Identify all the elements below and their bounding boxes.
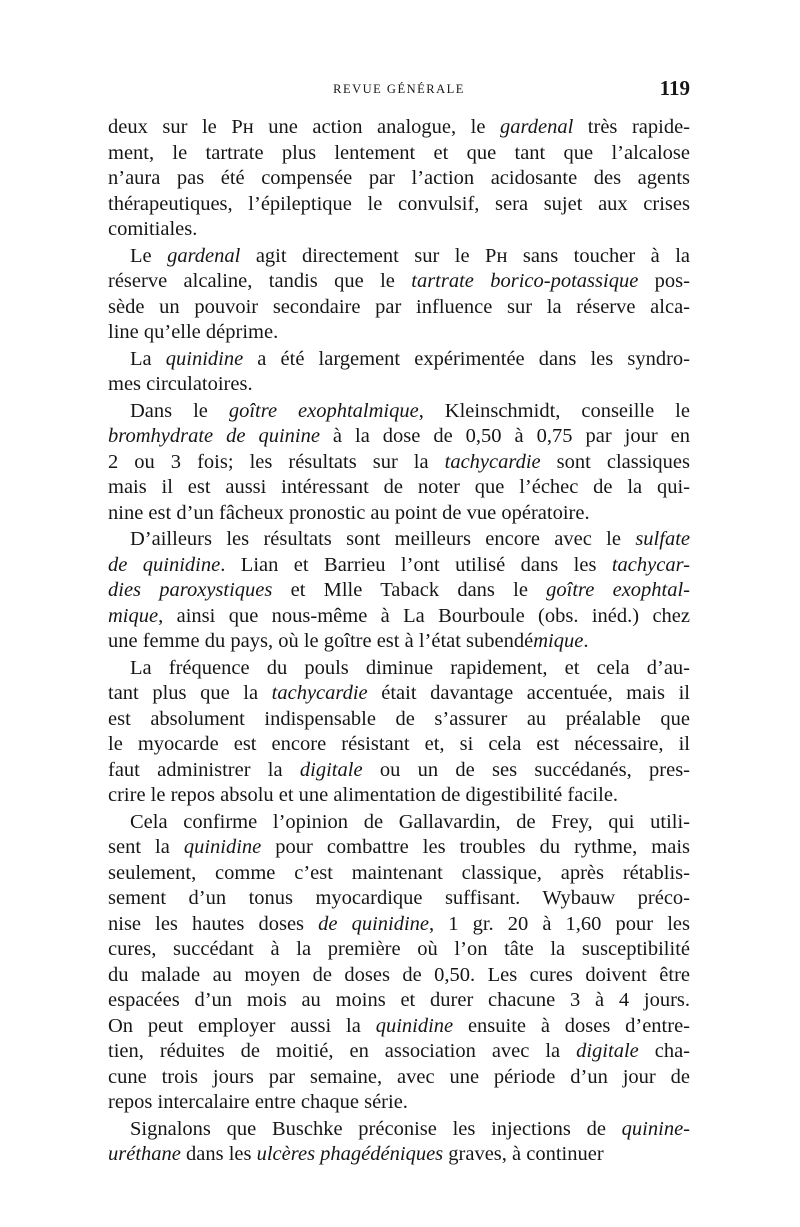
text-line: sement d’un tonus myocardique suffisant. Wybauw préco-: [108, 887, 690, 909]
text-line: Signalons que Buschke préconise les injections de quinine-: [130, 1117, 690, 1140]
text-line: de quinidine. Lian et Barrieu l’ont utilisé dans les tachycar-: [108, 553, 690, 576]
text-line: nise les hautes doses de quinidine, 1 gr. 20 à 1,60 pour les: [108, 912, 690, 935]
text-line: dies paroxystiques et Mlle Taback dans le goître exophtal-: [108, 579, 691, 601]
text-line: Cela confirme l’opinion de Gallavardin, de Frey, qui utili-: [130, 810, 690, 833]
text-line: le myocarde est encore résistant et, si cela est nécessaire, il: [108, 733, 690, 755]
text-line: Dans le goître exophtalmique, Kleinschmidt, conseille le: [130, 399, 690, 422]
text-line: tant plus que la tachycardie était davantage accentuée, mais il: [108, 682, 690, 704]
text-line: cures, succédant à la première où l’on tâte la susceptibilité: [108, 938, 690, 960]
text-line: On peut employer aussi la quinidine ensuite à doses d’entre-: [108, 1014, 691, 1037]
text-line: tien, réduites de moitié, en association avec la digitale cha-: [108, 1040, 690, 1062]
text-line: du malade au moyen de doses de 0,50. Les cures doivent être: [108, 963, 690, 986]
paragraph: [108, 527, 690, 655]
running-title: REVUE GÉNÉRALE: [333, 82, 465, 96]
text-line: line qu’elle déprime.: [108, 321, 279, 343]
paragraph: [108, 810, 690, 1116]
text-line: crire le repos absolu et une alimentation de digestibilité facile.: [108, 784, 619, 806]
paragraph: [108, 1117, 690, 1168]
text-line: La quinidine a été largement expérimentée dans les syndro-: [130, 347, 690, 370]
text-line: La fréquence du pouls diminue rapidement, et cela d’au-: [130, 656, 690, 679]
body-text: [108, 115, 690, 1168]
text-line: ment, le tartrate plus lentement et que tant que l’alcalose: [108, 141, 690, 164]
text-line: nine est d’un fâcheux pronostic au point de vue opératoire.: [108, 501, 590, 524]
text-line: espacées d’un mois au moins et durer chacune 3 à 4 jours.: [108, 989, 690, 1011]
page-number: 119: [659, 76, 690, 100]
paragraph: [108, 115, 690, 243]
paragraph: [108, 656, 690, 809]
paragraph: [108, 347, 690, 398]
text-line: sède un pouvoir secondaire par influence sur la réserve alca-: [108, 295, 690, 318]
text-line: mais il est aussi intéressant de noter que l’échec de la qui-: [108, 476, 690, 498]
text-line: est absolument indispensable de s’assurer au préalable que: [108, 707, 690, 730]
text-line: uréthane dans les ulcères phagédéniques graves, à continuer: [108, 1143, 604, 1165]
text-line: réserve alcaline, tandis que le tartrate borico-potassique pos-: [108, 270, 690, 292]
paragraph: [108, 399, 690, 527]
text-line: Le gardenal agit directement sur le Pʜ sans toucher à la: [130, 244, 690, 267]
text-line: D’ailleurs les résultats sont meilleurs encore avec le sulfate: [130, 528, 690, 550]
text-line: faut administrer la digitale ou un de ses succédanés, pres-: [108, 758, 690, 781]
text-line: comitiales.: [108, 218, 198, 240]
paragraph: [108, 244, 690, 346]
text-line: bromhydrate de quinine à la dose de 0,50 à 0,75 par jour en: [108, 425, 690, 447]
text-line: n’aura pas été compensée par l’action acidosante des agents: [108, 167, 690, 189]
text-line: deux sur le Pʜ une action analogue, le gardenal très rapide-: [108, 116, 690, 138]
text-line: seulement, comme c’est maintenant classique, après rétablis-: [108, 861, 690, 884]
running-head: [108, 76, 690, 102]
text-line: thérapeutiques, l’épileptique le convulsif, sera sujet aux crises: [108, 192, 690, 215]
text-line: cune trois jours par semaine, avec une période d’un jour de: [108, 1065, 690, 1088]
text-line: sent la quinidine pour combattre les troubles du rythme, mais: [108, 836, 690, 858]
text-line: mique, ainsi que nous-même à La Bourboule (obs. inéd.) chez: [108, 604, 690, 627]
text-line: mes circulatoires.: [108, 373, 253, 395]
text-line: 2 ou 3 fois; les résultats sur la tachycardie sont classiques: [108, 450, 690, 473]
text-line: une femme du pays, où le goître est à l’état subendémique.: [108, 630, 589, 652]
text-line: repos intercalaire entre chaque série.: [108, 1091, 408, 1113]
